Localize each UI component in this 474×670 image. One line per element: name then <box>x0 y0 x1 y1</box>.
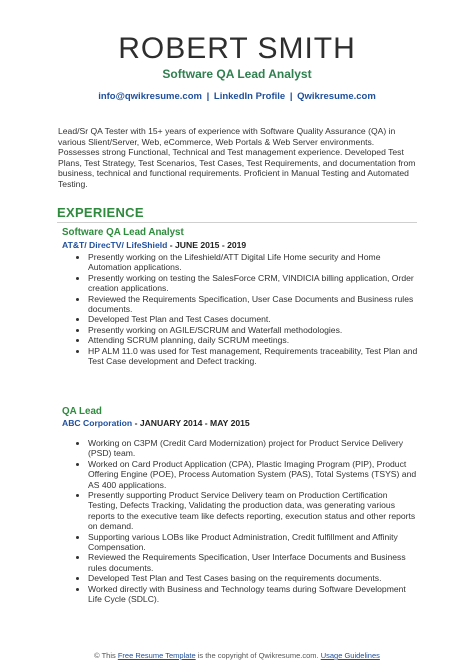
list-item: • Worked directly with Business and Technology teams during Software Development Life Cycle (SDLC). <box>88 584 418 605</box>
list-item: • Developed Test Plan and Test Cases basing on the requirements documents. <box>88 573 418 583</box>
list-item: • Presently working on the Lifeshield/ATT Digital Life Home security and Home Automation applications. <box>88 252 418 273</box>
footer-middle: is the copyright of Qwikresume.com. <box>195 651 321 660</box>
job-company: ABC Corporation <box>62 418 133 428</box>
website-link[interactable]: Qwikresume.com <box>297 91 376 102</box>
list-item: • HP ALM 11.0 was used for Test management, Requirements traceability, Test Plan and Test Case development and Defect tracking. <box>88 346 418 367</box>
list-item: • Working on C3PM (Credit Card Modernization) project for Product Service Delivery (PSD) team. <box>88 438 418 459</box>
list-item: • Presently working on AGILE/SCRUM and Waterfall methodologies. <box>88 325 418 335</box>
summary-paragraph: Lead/Sr QA Tester with 15+ years of experience with Software Quality Assurance (QA) in various Slient/Server, Web, eCommerce, Web Portals & Web Server environments. Possesses strong Functional, Technical and Test management experience. Developed Test Plans, Test Strategy, Test Scenarios, Test Cases, Test Requirements, and documentation from business, technical and functional requirements. Proficient in Manual Testing and Automated Testing. <box>58 126 416 189</box>
job-bullet-list <box>76 438 418 605</box>
candidate-name: ROBERT SMITH <box>118 32 356 65</box>
footer-copyright <box>0 651 474 660</box>
footer-prefix: © This <box>94 651 118 660</box>
job-company: AT&T/ DirecTV/ LifeShield <box>62 240 168 250</box>
job-dates: - JANUARY 2014 - MAY 2015 <box>132 418 250 428</box>
list-item: • Reviewed the Requirements Specification, User Interface Documents and Business rules documents. <box>88 552 418 573</box>
experience-heading: EXPERIENCE <box>57 205 144 220</box>
list-item: • Supporting various LOBs like Product Administration, Credit fulfillment and Affinity Compensation. <box>88 532 418 553</box>
linkedin-link[interactable]: LinkedIn Profile <box>213 91 286 102</box>
job-meta <box>62 418 250 428</box>
list-item: • Developed Test Plan and Test Cases document. <box>88 314 418 324</box>
job-bullet-list <box>76 252 418 366</box>
list-item: • Presently supporting Product Service Delivery team on Production Certification Testing, Defects Tracking, Validating the production data, was generating various reports to the executive team like defects reporting, execution status and other reports on demand. <box>88 490 418 532</box>
job-title: Software QA Lead Analyst <box>62 227 184 238</box>
job-meta <box>62 240 246 250</box>
list-item: • Reviewed the Requirements Specification, User Case Documents and Business rules documents. <box>88 294 418 315</box>
contact-line <box>0 91 474 102</box>
candidate-role: Software QA Lead Analyst <box>162 67 312 81</box>
contact-separator: | <box>206 91 210 102</box>
contact-separator: | <box>289 91 293 102</box>
usage-guidelines-link[interactable]: Usage Guidelines <box>320 651 380 660</box>
section-divider <box>57 222 417 223</box>
free-template-link[interactable]: Free Resume Template <box>117 651 196 660</box>
job-dates: - JUNE 2015 - 2019 <box>167 240 247 250</box>
list-item: • Worked on Card Product Application (CPA), Plastic Imaging Program (PIP), Product Offering Engine (POE), Process Automation System (PAS), Total Systems (TSYS) and AS 400 applications. <box>88 459 418 490</box>
email-link[interactable]: info@qwikresume.com <box>98 91 202 102</box>
list-item: • Presently working on testing the SalesForce CRM, VINDICIA billing application, Order creation applications. <box>88 273 418 294</box>
list-item: • Attending SCRUM planning, daily SCRUM meetings. <box>88 335 418 345</box>
job-title: QA Lead <box>62 406 102 417</box>
